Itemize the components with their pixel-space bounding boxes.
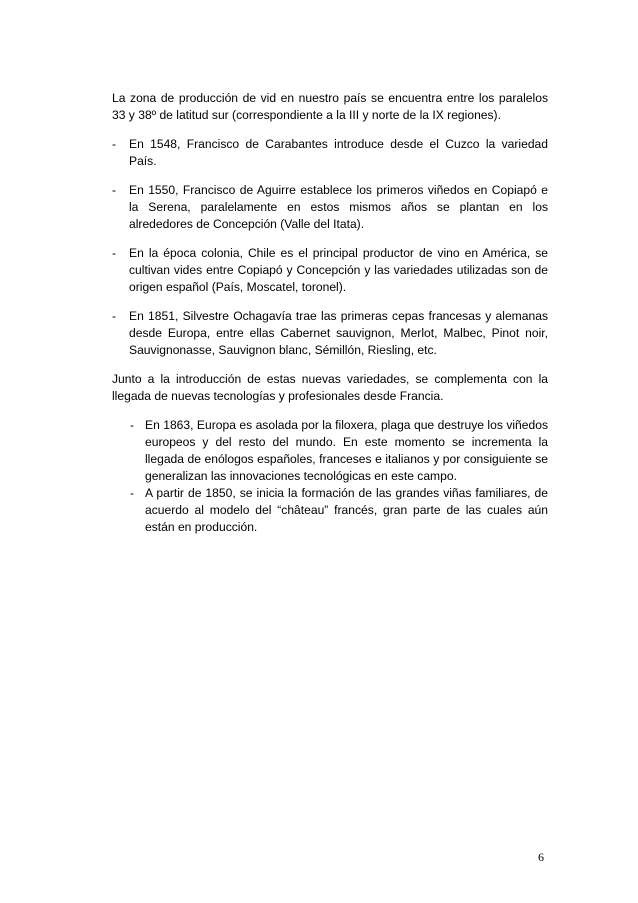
sub-list-item-vinas <box>127 485 548 536</box>
page-number: 6 <box>538 850 544 864</box>
list-item-carabantes <box>112 136 548 170</box>
sub-list-item-text: En 1863, Europa es asolada por la filoxera, plaga que destruye los viñedos europeos y del resto del mundo. En este momento se incrementa la llegada de enólogos españoles, franceses e italianos y por consiguiente se generalizan las innovaciones tecnológicas en este campo. <box>145 418 548 483</box>
sub-list <box>112 417 548 536</box>
bullet-dash: - <box>112 246 117 260</box>
bullet-dash: - <box>130 418 135 432</box>
sub-list-item-text: A partir de 1850, se inicia la formación de las grandes viñas familiares, de acuerdo al modelo del “château” francés, gran parte de las cuales aún están en producción. <box>145 486 548 534</box>
bullet-dash: - <box>112 137 117 151</box>
list-item-text: En 1548, Francisco de Carabantes introduce desde el Cuzco la variedad País. <box>129 137 548 168</box>
list-item-ochagavia <box>112 308 548 359</box>
document-body <box>112 90 548 536</box>
bullet-dash: - <box>112 183 117 197</box>
list-item-colonia <box>112 245 548 296</box>
list-item-text: En 1550, Francisco de Aguirre establece los primeros viñedos en Copiapó e la Serena, paralelamente en estos mismos años se plantan en los alrededores de Concepción (Valle del Itata). <box>129 183 548 231</box>
bullet-dash: - <box>112 309 117 323</box>
closing-paragraph: Junto a la introducción de estas nuevas variedades, se complementa con la llegada de nuevas tecnologías y profesionales desde Francia. <box>112 372 548 403</box>
bullet-dash: - <box>130 486 135 500</box>
intro-paragraph: La zona de producción de vid en nuestro país se encuentra entre los paralelos 33 y 38º de latitud sur (correspondiente a la III y norte de la IX regiones). <box>112 91 548 122</box>
sub-list-item-filoxera <box>127 417 548 485</box>
list-item-aguirre <box>112 182 548 233</box>
list-item-text: En la época colonia, Chile es el principal productor de vino en América, se cultivan vides entre Copiapó y Concepción y las variedades utilizadas son de origen español (País, Moscatel, toronel). <box>129 246 548 294</box>
list-item-text: En 1851, Silvestre Ochagavía trae las primeras cepas francesas y alemanas desde Europa, entre ellas Cabernet sauvignon, Merlot, Malbec, Pinot noir, Sauvignonasse, Sauvignon blanc, Sémillón, Riesling, etc. <box>129 309 548 357</box>
